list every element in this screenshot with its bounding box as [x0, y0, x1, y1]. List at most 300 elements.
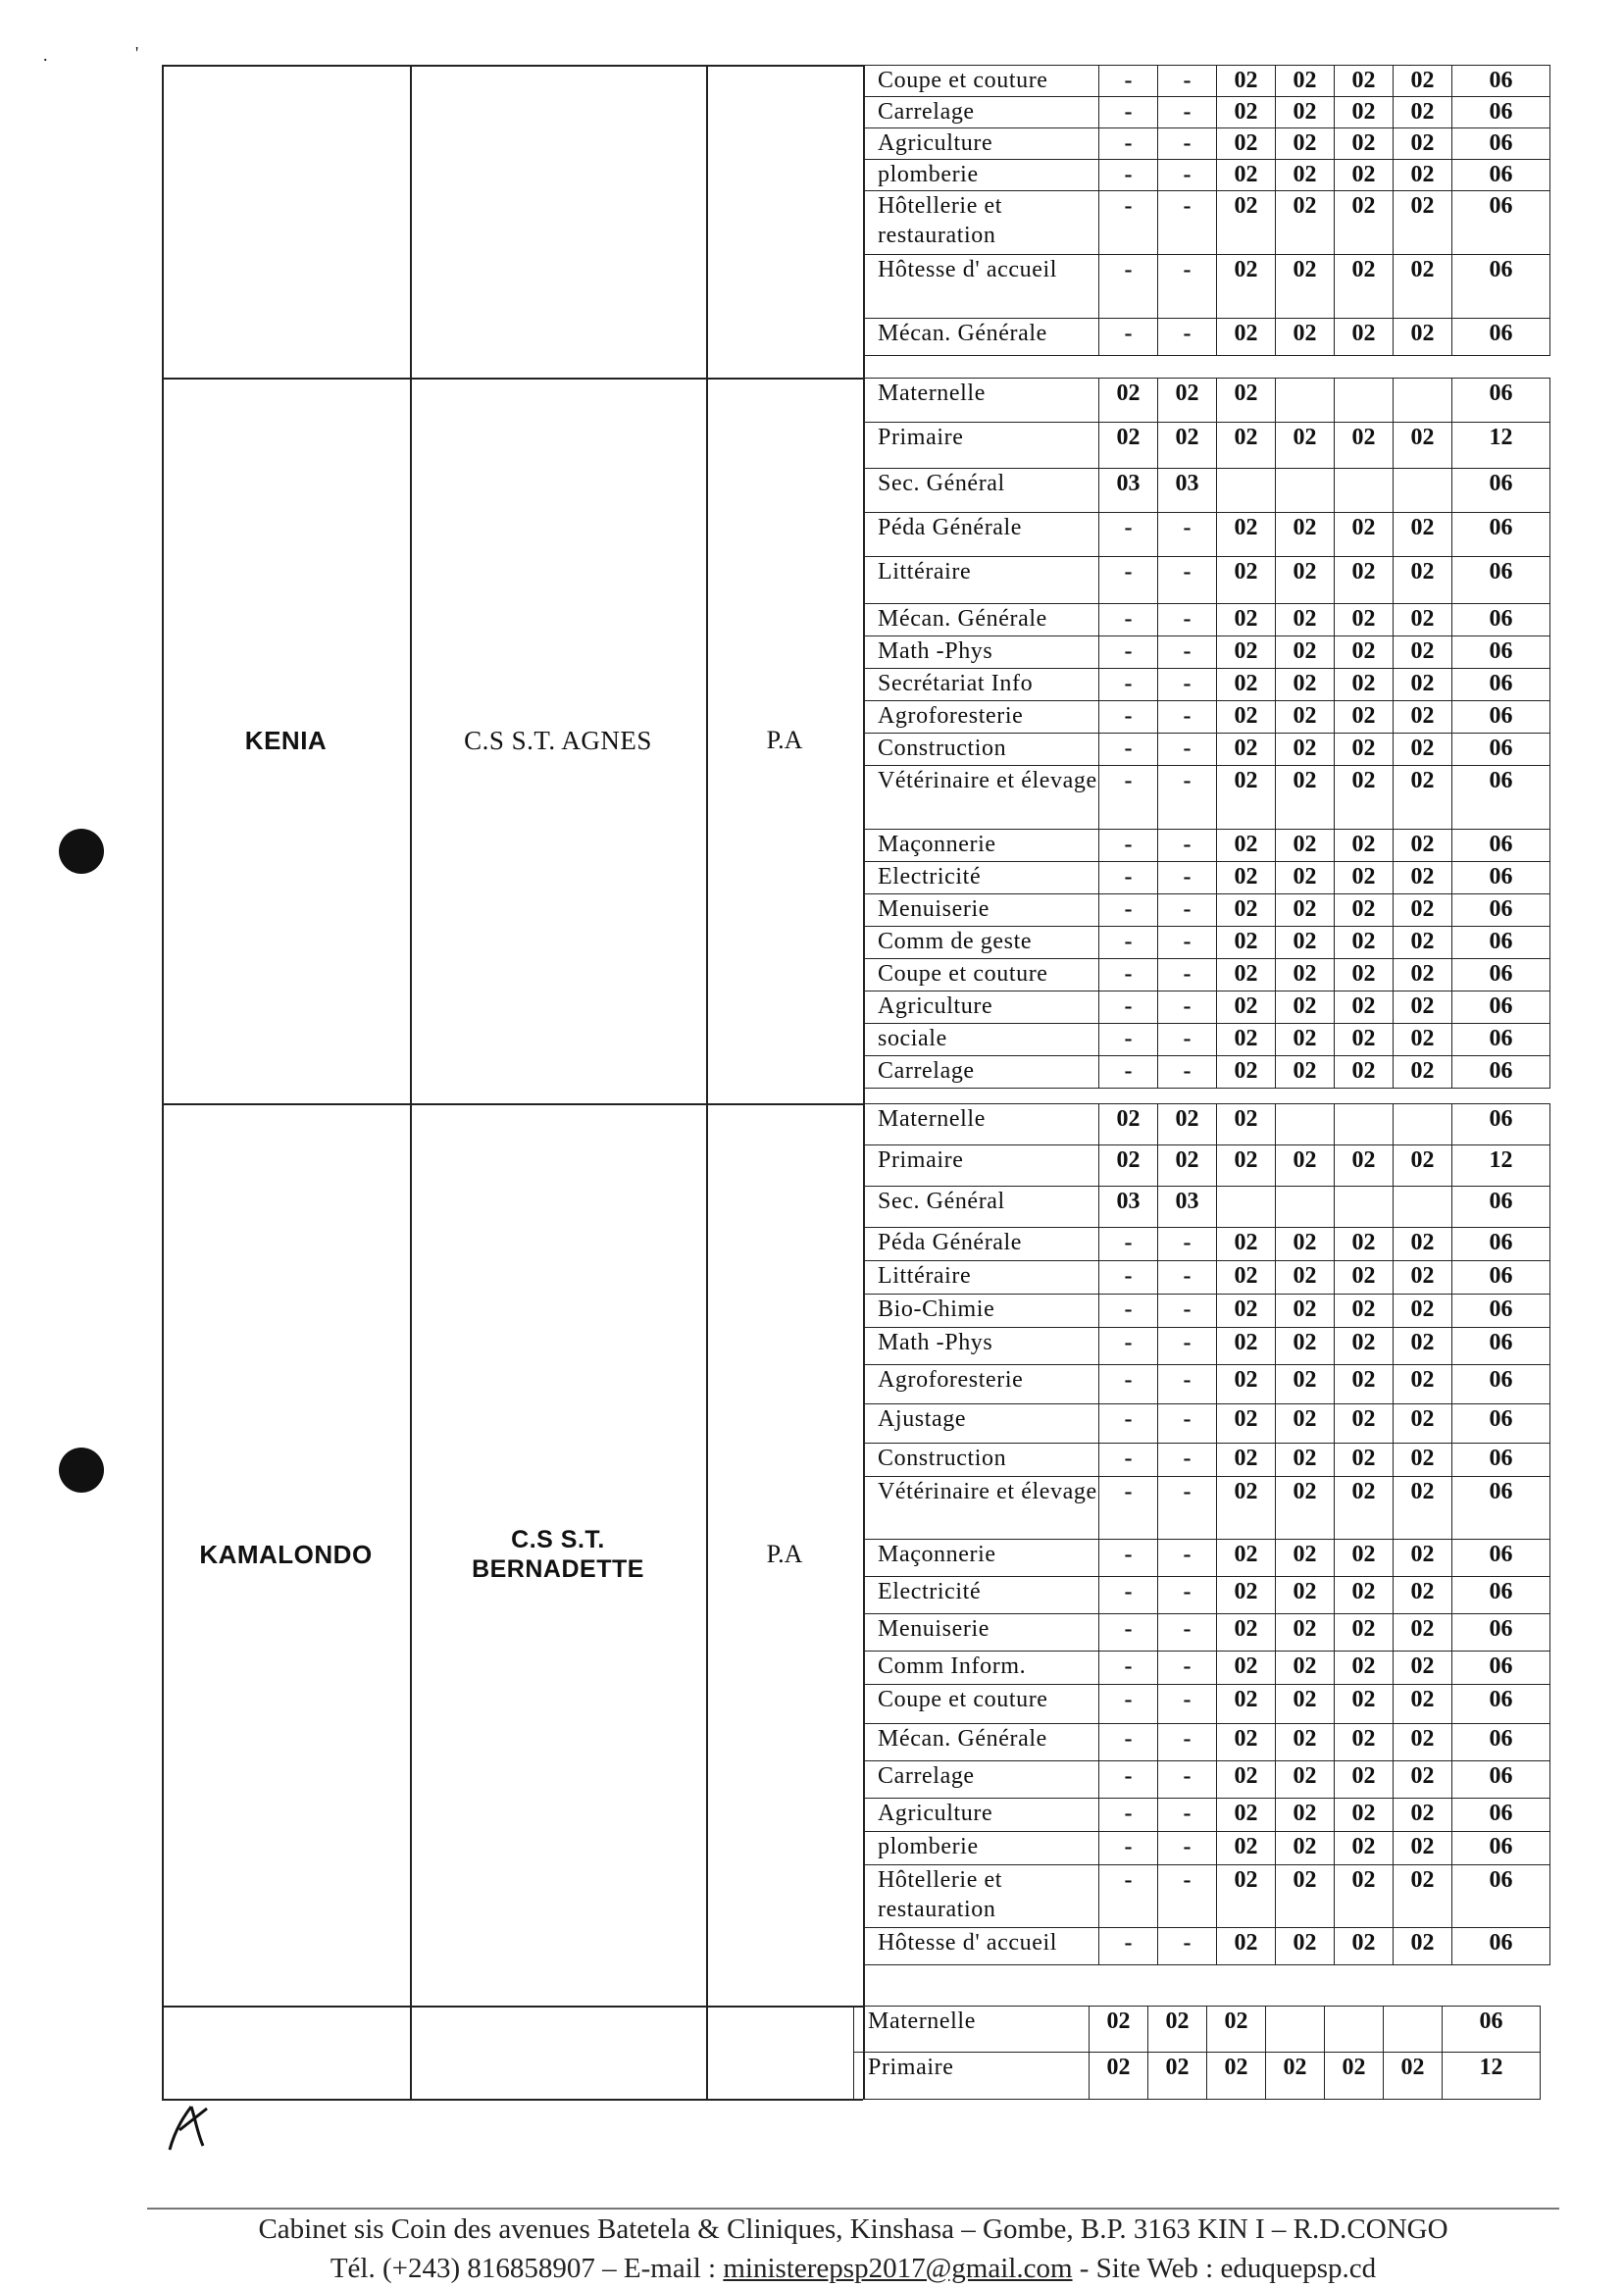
block-separator-rule — [162, 2099, 863, 2101]
class-count-cell: 03 — [1158, 1187, 1217, 1228]
total-cell: 06 — [1452, 1652, 1550, 1685]
class-count-cell: 02 — [1276, 1477, 1335, 1540]
option-row — [864, 1685, 1550, 1724]
class-count-cell: - — [1158, 1404, 1217, 1444]
class-count-cell: 02 — [1217, 1799, 1276, 1832]
class-count-cell: 02 — [1394, 1444, 1452, 1477]
class-count-cell: 02 — [1276, 959, 1335, 991]
option-row — [864, 1187, 1550, 1228]
class-count-cell: 02 — [1335, 1761, 1394, 1799]
option-name: Littéraire — [864, 1261, 1099, 1295]
option-name: Maternelle — [864, 379, 1099, 423]
class-count-cell: - — [1099, 1928, 1158, 1965]
class-count-cell: - — [1158, 636, 1217, 669]
class-count-cell: 02 — [1394, 1145, 1452, 1187]
class-count-cell: - — [1158, 1228, 1217, 1261]
commune-name — [162, 65, 410, 378]
class-count-cell: 02 — [1217, 1724, 1276, 1761]
option-row — [864, 1404, 1550, 1444]
class-count-cell — [1335, 1104, 1394, 1145]
class-count-cell: 02 — [1276, 766, 1335, 830]
option-name: sociale — [864, 1024, 1099, 1056]
class-count-cell: 02 — [1394, 1761, 1452, 1799]
class-count-cell: - — [1158, 959, 1217, 991]
class-count-cell: 02 — [1276, 894, 1335, 927]
class-count-cell: 02 — [1148, 2007, 1207, 2053]
footer-contact — [147, 2249, 1559, 2288]
class-count-cell: 02 — [1394, 557, 1452, 604]
class-count-cell: 02 — [1276, 423, 1335, 469]
class-count-cell: 02 — [1335, 734, 1394, 766]
class-count-cell: 02 — [1276, 927, 1335, 959]
class-count-cell: - — [1099, 959, 1158, 991]
class-count-cell: 02 — [1335, 1261, 1394, 1295]
options-table — [863, 378, 1550, 1089]
handwritten-initials — [162, 2089, 221, 2158]
class-count-cell: 02 — [1276, 66, 1335, 97]
class-count-cell: - — [1099, 1724, 1158, 1761]
class-count-cell: 02 — [1217, 1404, 1276, 1444]
class-count-cell: - — [1158, 1865, 1217, 1928]
class-count-cell: 02 — [1335, 766, 1394, 830]
option-name: Math -Phys — [864, 636, 1099, 669]
option-name: Ajustage — [864, 1404, 1099, 1444]
class-count-cell: 02 — [1394, 1328, 1452, 1365]
total-cell: 12 — [1452, 423, 1550, 469]
class-count-cell: 02 — [1394, 991, 1452, 1024]
class-count-cell: 02 — [1335, 862, 1394, 894]
option-row — [864, 959, 1550, 991]
class-count-cell: 02 — [1217, 1685, 1276, 1724]
class-count-cell: 02 — [1158, 1145, 1217, 1187]
class-count-cell: 02 — [1394, 319, 1452, 356]
class-count-cell: 02 — [1217, 1261, 1276, 1295]
class-count-cell: 02 — [1335, 1832, 1394, 1865]
total-cell: 06 — [1452, 701, 1550, 734]
option-row — [864, 669, 1550, 701]
class-count-cell: 02 — [1335, 513, 1394, 557]
option-row — [864, 469, 1550, 513]
class-count-cell: 02 — [1335, 319, 1394, 356]
option-row — [864, 1832, 1550, 1865]
class-count-cell: 02 — [1394, 734, 1452, 766]
option-name: Hôtellerie et restauration — [864, 1865, 1099, 1928]
option-name: Hôtesse d' accueil — [864, 1928, 1099, 1965]
class-count-cell: 03 — [1099, 469, 1158, 513]
class-count-cell: - — [1099, 636, 1158, 669]
class-count-cell: 02 — [1276, 1799, 1335, 1832]
class-count-cell: 02 — [1276, 1056, 1335, 1089]
class-count-cell: 02 — [1276, 734, 1335, 766]
class-count-cell: 02 — [1335, 1295, 1394, 1328]
class-count-cell: 02 — [1394, 1832, 1452, 1865]
total-cell: 06 — [1452, 734, 1550, 766]
class-count-cell: 02 — [1217, 1295, 1276, 1328]
class-count-cell: 02 — [1394, 1261, 1452, 1295]
total-cell: 06 — [1452, 959, 1550, 991]
class-count-cell: - — [1158, 766, 1217, 830]
option-row — [864, 701, 1550, 734]
class-count-cell — [1394, 1187, 1452, 1228]
class-count-cell: 02 — [1335, 1056, 1394, 1089]
option-row — [864, 927, 1550, 959]
class-count-cell: 02 — [1335, 1928, 1394, 1965]
option-row — [864, 1365, 1550, 1404]
class-count-cell: 02 — [1276, 604, 1335, 636]
class-count-cell: - — [1099, 1799, 1158, 1832]
school-name: C.S S.T. AGNES — [464, 725, 652, 755]
option-name: Electricité — [864, 1577, 1099, 1614]
option-name: Carrelage — [864, 1761, 1099, 1799]
class-count-cell: - — [1158, 255, 1217, 319]
option-name: Mécan. Générale — [864, 319, 1099, 356]
class-count-cell: 02 — [1099, 1104, 1158, 1145]
footer-email-link[interactable]: ministerepsp2017@gmail.com — [723, 2253, 1073, 2284]
total-cell: 06 — [1452, 1024, 1550, 1056]
class-count-cell: 02 — [1335, 927, 1394, 959]
option-name: Hôtellerie et restauration — [864, 191, 1099, 255]
total-cell: 06 — [1452, 160, 1550, 191]
class-count-cell: 02 — [1394, 513, 1452, 557]
class-count-cell: 02 — [1158, 379, 1217, 423]
option-row — [864, 636, 1550, 669]
class-count-cell: 02 — [1335, 1799, 1394, 1832]
class-count-cell: 02 — [1276, 1652, 1335, 1685]
class-count-cell: 02 — [1394, 766, 1452, 830]
class-count-cell: - — [1158, 1799, 1217, 1832]
total-cell: 06 — [1452, 1404, 1550, 1444]
class-count-cell: 02 — [1090, 2007, 1148, 2053]
option-row — [864, 319, 1550, 356]
option-name: Menuiserie — [864, 1614, 1099, 1652]
class-count-cell: 02 — [1276, 862, 1335, 894]
class-count-cell: 02 — [1276, 1577, 1335, 1614]
class-count-cell: 02 — [1276, 701, 1335, 734]
class-count-cell: - — [1158, 830, 1217, 862]
total-cell: 06 — [1452, 469, 1550, 513]
class-count-cell: 02 — [1217, 669, 1276, 701]
total-cell: 06 — [1452, 557, 1550, 604]
class-count-cell: 02 — [1394, 1577, 1452, 1614]
option-name: Maçonnerie — [864, 830, 1099, 862]
class-count-cell: 02 — [1217, 97, 1276, 128]
total-cell: 06 — [1452, 1761, 1550, 1799]
class-count-cell: 02 — [1217, 255, 1276, 319]
options-table — [853, 2006, 1541, 2100]
total-cell: 06 — [1452, 1799, 1550, 1832]
punch-hole — [59, 829, 104, 874]
class-count-cell: 02 — [1394, 1724, 1452, 1761]
class-count-cell: 02 — [1394, 669, 1452, 701]
class-count-cell: 02 — [1394, 1477, 1452, 1540]
total-cell: 06 — [1452, 1328, 1550, 1365]
option-row — [864, 1228, 1550, 1261]
class-count-cell: - — [1099, 1652, 1158, 1685]
class-count-cell: - — [1158, 66, 1217, 97]
class-count-cell: 02 — [1335, 1540, 1394, 1577]
class-count-cell: 02 — [1217, 66, 1276, 97]
class-count-cell: - — [1158, 1295, 1217, 1328]
class-count-cell: 02 — [1217, 604, 1276, 636]
class-count-cell: 02 — [1276, 97, 1335, 128]
class-count-cell: - — [1099, 830, 1158, 862]
class-count-cell — [1217, 469, 1276, 513]
class-count-cell: - — [1158, 128, 1217, 160]
class-count-cell: - — [1158, 1444, 1217, 1477]
class-count-cell: 02 — [1394, 1295, 1452, 1328]
class-count-cell: - — [1099, 1577, 1158, 1614]
class-count-cell: 02 — [1276, 1928, 1335, 1965]
class-count-cell: 02 — [1335, 636, 1394, 669]
class-count-cell: - — [1158, 1685, 1217, 1724]
class-count-cell: 02 — [1217, 959, 1276, 991]
class-count-cell: - — [1099, 991, 1158, 1024]
total-cell: 06 — [1452, 894, 1550, 927]
class-count-cell: 03 — [1099, 1187, 1158, 1228]
class-count-cell: 02 — [1394, 1685, 1452, 1724]
class-count-cell: 02 — [1335, 191, 1394, 255]
class-count-cell: 02 — [1394, 830, 1452, 862]
class-count-cell: - — [1099, 1024, 1158, 1056]
class-count-cell: 02 — [1335, 1228, 1394, 1261]
class-count-cell: 02 — [1217, 513, 1276, 557]
class-count-cell: 02 — [1335, 1328, 1394, 1365]
class-count-cell: - — [1099, 128, 1158, 160]
class-count-cell: 02 — [1266, 2053, 1325, 2100]
option-row — [864, 255, 1550, 319]
option-row — [864, 1477, 1550, 1540]
option-row — [864, 423, 1550, 469]
class-count-cell: 02 — [1335, 959, 1394, 991]
class-count-cell: - — [1099, 1685, 1158, 1724]
total-cell: 06 — [1452, 1104, 1550, 1145]
total-cell: 06 — [1452, 319, 1550, 356]
school-name — [410, 65, 706, 378]
class-count-cell: 02 — [1394, 1024, 1452, 1056]
class-count-cell: 02 — [1158, 1104, 1217, 1145]
total-cell: 06 — [1452, 991, 1550, 1024]
class-count-cell: 02 — [1276, 830, 1335, 862]
punch-hole — [59, 1448, 104, 1493]
class-count-cell: 02 — [1217, 1024, 1276, 1056]
class-count-cell: 02 — [1217, 830, 1276, 862]
class-count-cell: 02 — [1276, 255, 1335, 319]
class-count-cell: 02 — [1217, 1832, 1276, 1865]
class-count-cell: 02 — [1099, 379, 1158, 423]
option-row — [864, 1928, 1550, 1965]
option-name: plomberie — [864, 160, 1099, 191]
total-cell: 06 — [1452, 1295, 1550, 1328]
class-count-cell: 02 — [1335, 1444, 1394, 1477]
class-count-cell: - — [1099, 1261, 1158, 1295]
option-name: Bio-Chimie — [864, 1295, 1099, 1328]
option-name: Construction — [864, 734, 1099, 766]
option-name: Maçonnerie — [864, 1540, 1099, 1577]
option-row — [864, 1328, 1550, 1365]
class-count-cell: 02 — [1394, 1928, 1452, 1965]
class-count-cell: - — [1158, 1652, 1217, 1685]
class-count-cell: 02 — [1217, 927, 1276, 959]
class-count-cell: - — [1158, 513, 1217, 557]
class-count-cell: 02 — [1394, 862, 1452, 894]
class-count-cell: 02 — [1217, 1477, 1276, 1540]
class-count-cell: 02 — [1394, 1228, 1452, 1261]
class-count-cell: 02 — [1217, 991, 1276, 1024]
class-count-cell: 02 — [1384, 2053, 1443, 2100]
total-cell: 06 — [1452, 1444, 1550, 1477]
class-count-cell: 02 — [1099, 1145, 1158, 1187]
regime-code — [706, 2006, 863, 2099]
option-row — [864, 1056, 1550, 1089]
class-count-cell: 02 — [1335, 1685, 1394, 1724]
class-count-cell: - — [1099, 862, 1158, 894]
class-count-cell: - — [1158, 894, 1217, 927]
class-count-cell: 02 — [1335, 1365, 1394, 1404]
class-count-cell — [1276, 1187, 1335, 1228]
class-count-cell: 02 — [1335, 701, 1394, 734]
class-count-cell: 02 — [1217, 160, 1276, 191]
class-count-cell: - — [1158, 1056, 1217, 1089]
class-count-cell: 02 — [1335, 1024, 1394, 1056]
class-count-cell: 02 — [1394, 255, 1452, 319]
class-count-cell: 02 — [1276, 1614, 1335, 1652]
option-row — [864, 1444, 1550, 1477]
class-count-cell: 02 — [1158, 423, 1217, 469]
class-count-cell: 02 — [1276, 669, 1335, 701]
class-count-cell: 02 — [1276, 128, 1335, 160]
option-row — [864, 1024, 1550, 1056]
class-count-cell — [1394, 469, 1452, 513]
class-count-cell: 02 — [1276, 1024, 1335, 1056]
total-cell: 06 — [1452, 1187, 1550, 1228]
class-count-cell: 02 — [1217, 379, 1276, 423]
class-count-cell: 02 — [1335, 423, 1394, 469]
option-name: Electricité — [864, 862, 1099, 894]
total-cell: 06 — [1452, 379, 1550, 423]
class-count-cell: - — [1158, 1724, 1217, 1761]
class-count-cell: - — [1099, 160, 1158, 191]
class-count-cell: 02 — [1217, 319, 1276, 356]
class-count-cell: - — [1099, 1328, 1158, 1365]
option-row — [864, 1799, 1550, 1832]
option-name: Péda Générale — [864, 1228, 1099, 1261]
class-count-cell: 02 — [1276, 1365, 1335, 1404]
class-count-cell: 02 — [1217, 734, 1276, 766]
class-count-cell: - — [1099, 1365, 1158, 1404]
option-row — [864, 128, 1550, 160]
class-count-cell: 02 — [1217, 1577, 1276, 1614]
class-count-cell: 02 — [1394, 1365, 1452, 1404]
option-name: Coupe et couture — [864, 1685, 1099, 1724]
option-name: Agriculture — [864, 128, 1099, 160]
class-count-cell: - — [1158, 319, 1217, 356]
footer-address: Cabinet sis Coin des avenues Batetela & Cliniques, Kinshasa – Gombe, B.P. 3163 KIN I – R.D.CONGO — [258, 2213, 1448, 2245]
class-count-cell: 02 — [1276, 1145, 1335, 1187]
class-count-cell: 02 — [1335, 128, 1394, 160]
class-count-cell: 02 — [1394, 1056, 1452, 1089]
class-count-cell: - — [1099, 1404, 1158, 1444]
option-row — [864, 734, 1550, 766]
total-cell: 06 — [1452, 1865, 1550, 1928]
total-cell: 06 — [1452, 1477, 1550, 1540]
option-name: Sec. Général — [864, 469, 1099, 513]
class-count-cell: 02 — [1217, 1865, 1276, 1928]
class-count-cell: - — [1158, 604, 1217, 636]
class-count-cell: 02 — [1276, 1761, 1335, 1799]
class-count-cell: - — [1158, 991, 1217, 1024]
corner-mark: . — [43, 45, 48, 65]
class-count-cell: 02 — [1276, 991, 1335, 1024]
options-table — [863, 65, 1550, 356]
total-cell: 06 — [1452, 766, 1550, 830]
class-count-cell: 02 — [1217, 1365, 1276, 1404]
class-count-cell: - — [1158, 734, 1217, 766]
footer-website: - Site Web : eduquepsp.cd — [1072, 2253, 1377, 2284]
option-name: Vétérinaire et élevage — [864, 1477, 1099, 1540]
class-count-cell: 02 — [1335, 830, 1394, 862]
class-count-cell: 02 — [1335, 669, 1394, 701]
class-count-cell: 02 — [1394, 636, 1452, 669]
commune-name: KENIA — [244, 725, 328, 755]
class-count-cell: 02 — [1394, 97, 1452, 128]
option-name: Coupe et couture — [864, 959, 1099, 991]
class-count-cell: 02 — [1394, 160, 1452, 191]
class-count-cell: - — [1158, 1365, 1217, 1404]
regime-code — [706, 65, 863, 378]
options-table — [863, 1103, 1550, 1965]
option-name: Péda Générale — [864, 513, 1099, 557]
class-count-cell — [1325, 2007, 1384, 2053]
school-name: C.S S.T. BERNADETTE — [472, 1526, 644, 1583]
total-cell: 06 — [1452, 927, 1550, 959]
class-count-cell: - — [1099, 97, 1158, 128]
option-row — [864, 1577, 1550, 1614]
option-name: Carrelage — [864, 1056, 1099, 1089]
class-count-cell — [1217, 1187, 1276, 1228]
option-name: Primaire — [854, 2053, 1090, 2100]
class-count-cell: 02 — [1217, 1056, 1276, 1089]
class-count-cell: 02 — [1335, 1614, 1394, 1652]
class-count-cell: 02 — [1394, 1865, 1452, 1928]
class-count-cell: 02 — [1335, 1577, 1394, 1614]
option-name: Mécan. Générale — [864, 1724, 1099, 1761]
total-cell: 06 — [1452, 1228, 1550, 1261]
option-row — [864, 191, 1550, 255]
option-name: Maternelle — [854, 2007, 1090, 2053]
class-count-cell: 02 — [1276, 1685, 1335, 1724]
option-row — [864, 766, 1550, 830]
class-count-cell: 02 — [1217, 423, 1276, 469]
class-count-cell: 02 — [1276, 636, 1335, 669]
class-count-cell: 02 — [1394, 423, 1452, 469]
commune-name — [162, 2006, 410, 2099]
option-row — [864, 1540, 1550, 1577]
option-name: Carrelage — [864, 97, 1099, 128]
class-count-cell: 02 — [1099, 423, 1158, 469]
class-count-cell: - — [1099, 1477, 1158, 1540]
regime-code: P.A — [766, 1540, 803, 1568]
total-cell: 06 — [1443, 2007, 1541, 2053]
class-count-cell: - — [1099, 191, 1158, 255]
class-count-cell: - — [1158, 1477, 1217, 1540]
class-count-cell: - — [1158, 1577, 1217, 1614]
class-count-cell: - — [1158, 1832, 1217, 1865]
option-row — [854, 2007, 1541, 2053]
regime-code: P.A — [766, 726, 803, 754]
option-row — [864, 379, 1550, 423]
corner-mark: ' — [135, 43, 139, 63]
class-count-cell — [1266, 2007, 1325, 2053]
